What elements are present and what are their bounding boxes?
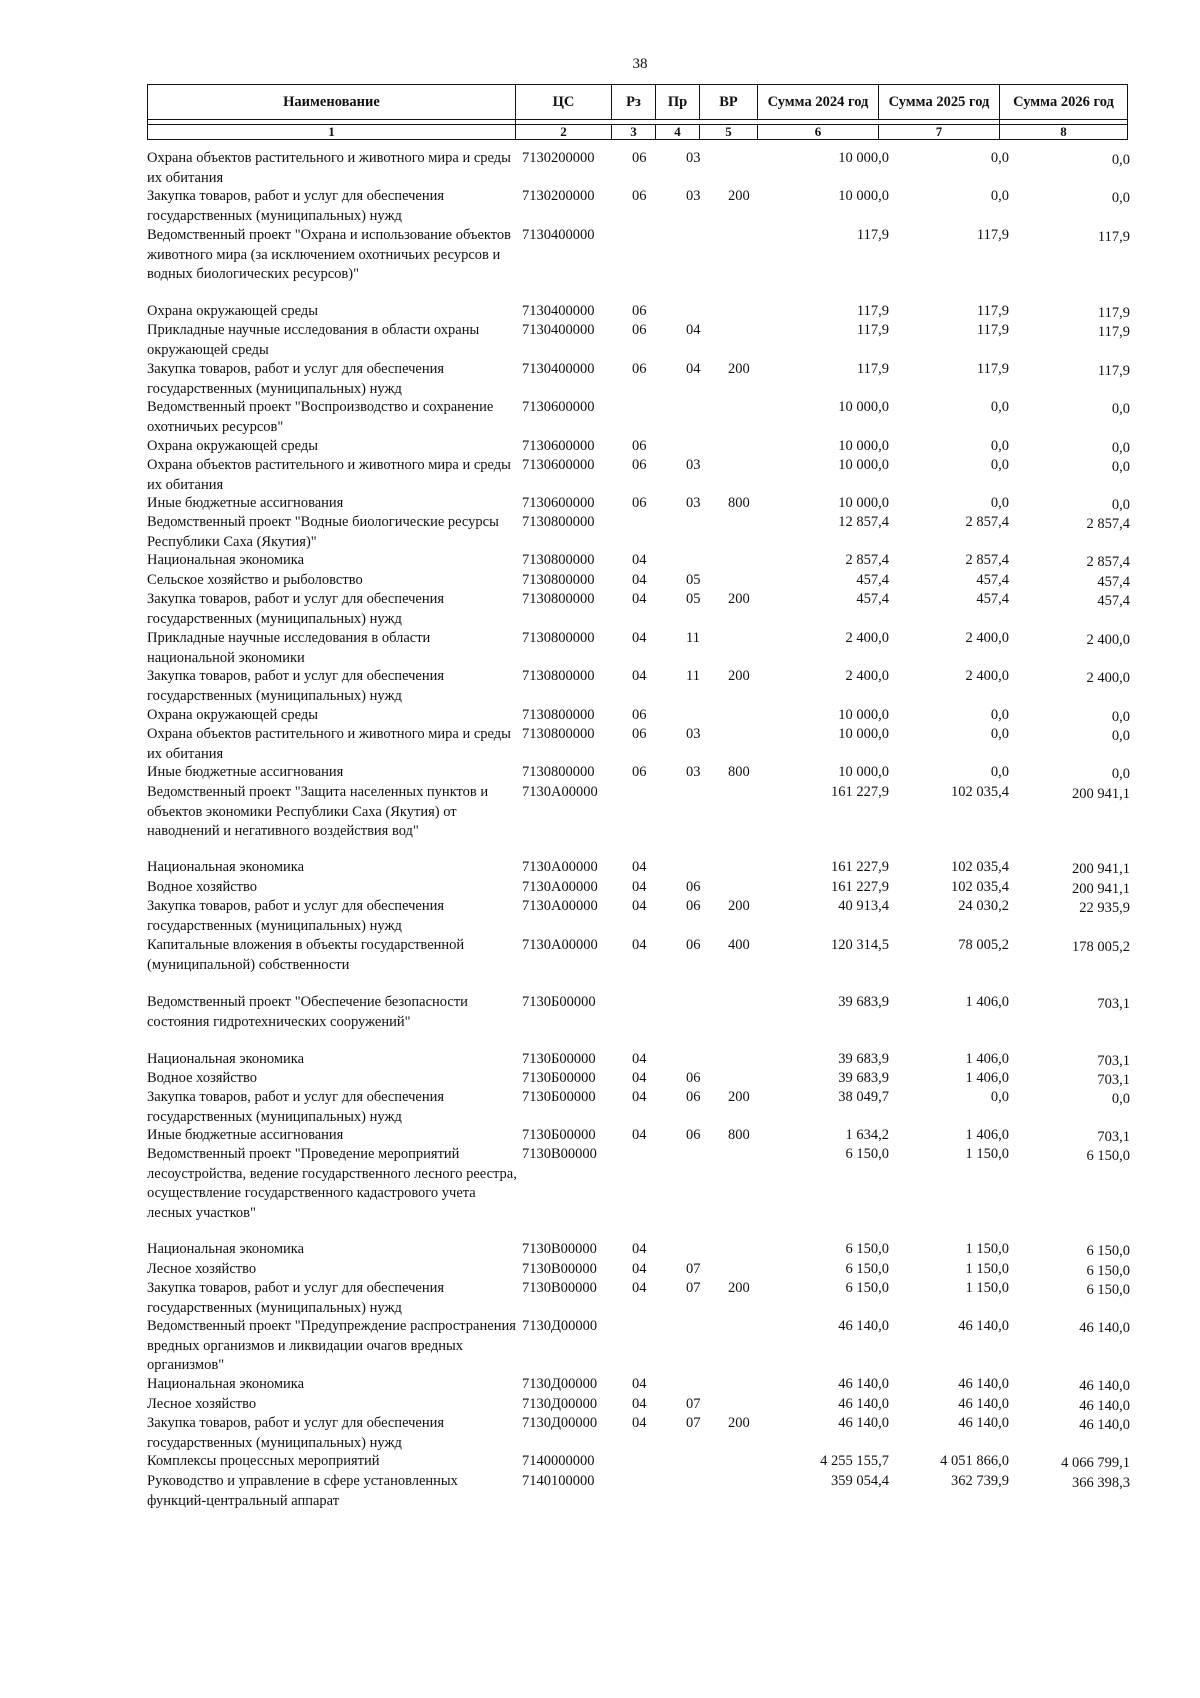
row-cs-code: 7130А00000 bbox=[522, 784, 598, 800]
header-sum-2025: Сумма 2025 год bbox=[879, 85, 1000, 120]
row-sum-2026: 457,4 bbox=[1097, 574, 1130, 590]
row-rz-code: 06 bbox=[632, 438, 647, 454]
row-pr-code: 07 bbox=[686, 1280, 701, 1296]
row-name: Ведомственный проект "Охрана и использование объектов животного мира (за исключением охотничьих ресурсов и водных биологических ресурсов)" bbox=[147, 227, 512, 282]
column-number: 8 bbox=[1000, 125, 1128, 140]
row-rz-code: 06 bbox=[632, 707, 647, 723]
row-name: Закупка товаров, работ и услуг для обеспечения государственных (муниципальных) нужд bbox=[147, 668, 445, 704]
row-cs-code: 7130Б00000 bbox=[522, 1051, 596, 1067]
row-sum-2025: 2 857,4 bbox=[965, 514, 1009, 530]
row-rz-code: 04 bbox=[632, 591, 647, 607]
row-cs-code: 7130800000 bbox=[522, 514, 595, 530]
row-rz-code: 04 bbox=[632, 859, 647, 875]
row-cs-code: 7130800000 bbox=[522, 552, 595, 568]
row-pr-code: 05 bbox=[686, 572, 701, 588]
row-sum-2025: 1 406,0 bbox=[965, 1051, 1009, 1067]
row-sum-2024: 117,9 bbox=[856, 322, 889, 338]
row-name: Национальная экономика bbox=[147, 1241, 305, 1257]
row-sum-2024: 359 054,4 bbox=[831, 1473, 889, 1489]
row-cs-code: 7130200000 bbox=[522, 188, 595, 204]
row-name: Прикладные научные исследования в области охраны окружающей среды bbox=[147, 322, 480, 358]
row-sum-2026: 200 941,1 bbox=[1072, 861, 1130, 877]
row-rz-code: 04 bbox=[632, 630, 647, 646]
row-rz-code: 06 bbox=[632, 322, 647, 338]
row-rz-code: 04 bbox=[632, 552, 647, 568]
row-rz-code: 06 bbox=[632, 303, 647, 319]
row-rz-code: 06 bbox=[632, 764, 647, 780]
row-pr-code: 03 bbox=[686, 188, 701, 204]
row-sum-2026: 2 400,0 bbox=[1086, 670, 1130, 686]
row-vr-code: 200 bbox=[728, 1089, 750, 1105]
row-sum-2026: 703,1 bbox=[1097, 1072, 1130, 1088]
row-sum-2024: 161 227,9 bbox=[831, 879, 889, 895]
row-sum-2026: 0,0 bbox=[1111, 1091, 1130, 1107]
row-pr-code: 07 bbox=[686, 1415, 701, 1431]
row-sum-2024: 10 000,0 bbox=[838, 399, 889, 415]
row-pr-code: 06 bbox=[686, 1127, 701, 1143]
row-sum-2025: 0,0 bbox=[990, 495, 1009, 511]
row-sum-2026: 0,0 bbox=[1111, 497, 1130, 513]
row-pr-code: 06 bbox=[686, 1089, 701, 1105]
row-sum-2024: 10 000,0 bbox=[838, 764, 889, 780]
header-pr: Пр bbox=[656, 85, 700, 120]
row-sum-2024: 10 000,0 bbox=[838, 495, 889, 511]
row-sum-2026: 0,0 bbox=[1111, 766, 1130, 782]
row-sum-2025: 46 140,0 bbox=[958, 1318, 1009, 1334]
row-sum-2026: 703,1 bbox=[1097, 1053, 1130, 1069]
row-cs-code: 7130А00000 bbox=[522, 898, 598, 914]
row-sum-2026: 117,9 bbox=[1097, 229, 1130, 245]
row-sum-2025: 1 150,0 bbox=[965, 1146, 1009, 1162]
row-sum-2026: 117,9 bbox=[1097, 305, 1130, 321]
row-sum-2025: 117,9 bbox=[976, 303, 1009, 319]
header-rz: Рз bbox=[612, 85, 656, 120]
row-name: Охрана объектов растительного и животного мира и среды их обитания bbox=[147, 726, 511, 762]
row-sum-2024: 457,4 bbox=[856, 591, 889, 607]
row-sum-2025: 0,0 bbox=[990, 438, 1009, 454]
column-number: 7 bbox=[879, 125, 1000, 140]
row-name: Национальная экономика bbox=[147, 1376, 305, 1392]
row-sum-2026: 703,1 bbox=[1097, 996, 1130, 1012]
column-number: 6 bbox=[758, 125, 879, 140]
row-pr-code: 11 bbox=[686, 630, 700, 646]
row-sum-2024: 10 000,0 bbox=[838, 438, 889, 454]
row-name: Лесное хозяйство bbox=[147, 1396, 257, 1412]
column-number: 2 bbox=[516, 125, 612, 140]
row-rz-code: 06 bbox=[632, 150, 647, 166]
row-name: Закупка товаров, работ и услуг для обеспечения государственных (муниципальных) нужд bbox=[147, 898, 445, 934]
row-name: Лесное хозяйство bbox=[147, 1261, 257, 1277]
row-sum-2024: 38 049,7 bbox=[838, 1089, 889, 1105]
row-sum-2025: 0,0 bbox=[990, 764, 1009, 780]
row-rz-code: 04 bbox=[632, 937, 647, 953]
row-rz-code: 04 bbox=[632, 879, 647, 895]
row-sum-2026: 4 066 799,1 bbox=[1061, 1455, 1130, 1471]
row-sum-2025: 457,4 bbox=[976, 572, 1009, 588]
row-pr-code: 07 bbox=[686, 1396, 701, 1412]
header-sum-2024: Сумма 2024 год bbox=[758, 85, 879, 120]
row-name: Национальная экономика bbox=[147, 1051, 305, 1067]
row-sum-2025: 2 857,4 bbox=[965, 552, 1009, 568]
row-name: Охрана объектов растительного и животного мира и среды их обитания bbox=[147, 150, 511, 186]
column-number: 5 bbox=[700, 125, 758, 140]
row-sum-2024: 2 857,4 bbox=[845, 552, 889, 568]
row-cs-code: 7130400000 bbox=[522, 303, 595, 319]
row-sum-2024: 46 140,0 bbox=[838, 1318, 889, 1334]
row-pr-code: 06 bbox=[686, 879, 701, 895]
row-sum-2024: 117,9 bbox=[856, 227, 889, 243]
row-name: Комплексы процессных мероприятий bbox=[147, 1453, 380, 1469]
row-sum-2024: 117,9 bbox=[856, 361, 889, 377]
row-sum-2026: 0,0 bbox=[1111, 152, 1130, 168]
row-pr-code: 03 bbox=[686, 495, 701, 511]
row-cs-code: 7130Д00000 bbox=[522, 1376, 598, 1392]
row-name: Ведомственный проект "Водные биологические ресурсы Республики Саха (Якутия)" bbox=[147, 514, 499, 550]
row-sum-2026: 0,0 bbox=[1111, 440, 1130, 456]
row-rz-code: 06 bbox=[632, 495, 647, 511]
header-vr: ВР bbox=[700, 85, 758, 120]
row-rz-code: 04 bbox=[632, 1280, 647, 1296]
row-sum-2025: 117,9 bbox=[976, 361, 1009, 377]
row-name: Ведомственный проект "Предупреждение распространения вредных организмов и ликвидации очагов вредных организмов" bbox=[147, 1318, 516, 1373]
row-sum-2025: 46 140,0 bbox=[958, 1415, 1009, 1431]
row-sum-2024: 161 227,9 bbox=[831, 784, 889, 800]
row-sum-2025: 1 406,0 bbox=[965, 1127, 1009, 1143]
row-rz-code: 04 bbox=[632, 1261, 647, 1277]
row-rz-code: 04 bbox=[632, 1241, 647, 1257]
row-name: Закупка товаров, работ и услуг для обеспечения государственных (муниципальных) нужд bbox=[147, 1089, 445, 1125]
row-name: Охрана окружающей среды bbox=[147, 707, 318, 723]
row-pr-code: 04 bbox=[686, 361, 701, 377]
row-sum-2024: 40 913,4 bbox=[838, 898, 889, 914]
row-cs-code: 7130Б00000 bbox=[522, 1127, 596, 1143]
row-sum-2024: 39 683,9 bbox=[838, 994, 889, 1010]
row-name: Охрана окружающей среды bbox=[147, 438, 318, 454]
row-sum-2026: 0,0 bbox=[1111, 459, 1130, 475]
row-cs-code: 7130А00000 bbox=[522, 859, 598, 875]
row-sum-2024: 10 000,0 bbox=[838, 150, 889, 166]
row-sum-2026: 2 857,4 bbox=[1086, 516, 1130, 532]
row-name: Водное хозяйство bbox=[147, 1070, 258, 1086]
row-sum-2026: 703,1 bbox=[1097, 1129, 1130, 1145]
row-cs-code: 7130800000 bbox=[522, 572, 595, 588]
row-name: Прикладные научные исследования в области национальной экономики bbox=[147, 630, 431, 666]
row-sum-2025: 117,9 bbox=[976, 227, 1009, 243]
row-pr-code: 06 bbox=[686, 937, 701, 953]
row-sum-2024: 161 227,9 bbox=[831, 859, 889, 875]
row-cs-code: 7130800000 bbox=[522, 726, 595, 742]
row-name: Закупка товаров, работ и услуг для обеспечения государственных (муниципальных) нужд bbox=[147, 361, 445, 397]
row-sum-2024: 10 000,0 bbox=[838, 707, 889, 723]
row-cs-code: 7130400000 bbox=[522, 361, 595, 377]
row-sum-2025: 24 030,2 bbox=[958, 898, 1009, 914]
row-rz-code: 04 bbox=[632, 1089, 647, 1105]
row-cs-code: 7130В00000 bbox=[522, 1261, 597, 1277]
row-cs-code: 7140100000 bbox=[522, 1473, 595, 1489]
row-sum-2026: 366 398,3 bbox=[1072, 1475, 1130, 1491]
row-name: Водное хозяйство bbox=[147, 879, 258, 895]
row-rz-code: 04 bbox=[632, 1396, 647, 1412]
row-sum-2026: 0,0 bbox=[1111, 728, 1130, 744]
row-sum-2025: 0,0 bbox=[990, 399, 1009, 415]
row-name: Ведомственный проект "Воспроизводство и сохранение охотничьих ресурсов" bbox=[147, 399, 494, 435]
row-sum-2026: 457,4 bbox=[1097, 593, 1130, 609]
row-sum-2026: 46 140,0 bbox=[1079, 1417, 1130, 1433]
column-number: 3 bbox=[612, 125, 656, 140]
row-sum-2025: 102 035,4 bbox=[951, 784, 1009, 800]
row-cs-code: 7130600000 bbox=[522, 438, 595, 454]
row-vr-code: 800 bbox=[728, 495, 750, 511]
row-sum-2024: 6 150,0 bbox=[845, 1146, 889, 1162]
row-pr-code: 11 bbox=[686, 668, 700, 684]
row-vr-code: 400 bbox=[728, 937, 750, 953]
row-sum-2025: 1 150,0 bbox=[965, 1261, 1009, 1277]
row-cs-code: 7130Б00000 bbox=[522, 994, 596, 1010]
column-number: 1 bbox=[148, 125, 516, 140]
row-pr-code: 07 bbox=[686, 1261, 701, 1277]
row-sum-2026: 117,9 bbox=[1097, 324, 1130, 340]
header-name: Наименование bbox=[148, 85, 516, 120]
row-name: Иные бюджетные ассигнования bbox=[147, 495, 344, 511]
row-sum-2025: 0,0 bbox=[990, 188, 1009, 204]
row-sum-2025: 1 150,0 bbox=[965, 1280, 1009, 1296]
row-cs-code: 7130Д00000 bbox=[522, 1396, 598, 1412]
row-sum-2025: 1 406,0 bbox=[965, 1070, 1009, 1086]
row-sum-2024: 1 634,2 bbox=[845, 1127, 889, 1143]
page-number: 38 bbox=[632, 56, 648, 72]
column-number: 4 bbox=[656, 125, 700, 140]
row-cs-code: 7130Б00000 bbox=[522, 1070, 596, 1086]
row-vr-code: 200 bbox=[728, 591, 750, 607]
row-rz-code: 06 bbox=[632, 361, 647, 377]
row-rz-code: 04 bbox=[632, 572, 647, 588]
row-sum-2024: 39 683,9 bbox=[838, 1051, 889, 1067]
row-sum-2025: 102 035,4 bbox=[951, 879, 1009, 895]
row-name: Национальная экономика bbox=[147, 859, 305, 875]
row-sum-2024: 2 400,0 bbox=[845, 630, 889, 646]
row-cs-code: 7130А00000 bbox=[522, 879, 598, 895]
row-cs-code: 7130600000 bbox=[522, 457, 595, 473]
row-rz-code: 04 bbox=[632, 1376, 647, 1392]
row-rz-code: 06 bbox=[632, 726, 647, 742]
row-sum-2025: 0,0 bbox=[990, 726, 1009, 742]
row-sum-2026: 46 140,0 bbox=[1079, 1398, 1130, 1414]
row-name: Закупка товаров, работ и услуг для обеспечения государственных (муниципальных) нужд bbox=[147, 188, 445, 224]
row-pr-code: 03 bbox=[686, 457, 701, 473]
row-sum-2024: 117,9 bbox=[856, 303, 889, 319]
row-sum-2024: 457,4 bbox=[856, 572, 889, 588]
row-sum-2025: 2 400,0 bbox=[965, 630, 1009, 646]
row-sum-2024: 46 140,0 bbox=[838, 1376, 889, 1392]
row-rz-code: 06 bbox=[632, 457, 647, 473]
row-vr-code: 200 bbox=[728, 898, 750, 914]
row-sum-2026: 200 941,1 bbox=[1072, 881, 1130, 897]
row-name: Ведомственный проект "Защита населенных пунктов и объектов экономики Республики Саха (Якутия) от наводнений и негативного воздействия вод" bbox=[147, 784, 489, 839]
row-sum-2025: 4 051 866,0 bbox=[940, 1453, 1009, 1469]
header-cs: ЦС bbox=[516, 85, 612, 120]
row-cs-code: 7140000000 bbox=[522, 1453, 595, 1469]
row-vr-code: 200 bbox=[728, 361, 750, 377]
row-sum-2025: 0,0 bbox=[990, 150, 1009, 166]
row-sum-2025: 362 739,9 bbox=[951, 1473, 1009, 1489]
row-sum-2026: 6 150,0 bbox=[1086, 1148, 1130, 1164]
row-cs-code: 7130Д00000 bbox=[522, 1415, 598, 1431]
row-sum-2026: 117,9 bbox=[1097, 363, 1130, 379]
row-pr-code: 04 bbox=[686, 322, 701, 338]
row-sum-2025: 78 005,2 bbox=[958, 937, 1009, 953]
row-name: Сельское хозяйство и рыболовство bbox=[147, 572, 363, 588]
row-rz-code: 04 bbox=[632, 1127, 647, 1143]
row-sum-2024: 2 400,0 bbox=[845, 668, 889, 684]
row-sum-2026: 0,0 bbox=[1111, 401, 1130, 417]
row-sum-2025: 0,0 bbox=[990, 1089, 1009, 1105]
row-sum-2025: 2 400,0 bbox=[965, 668, 1009, 684]
row-sum-2026: 46 140,0 bbox=[1079, 1378, 1130, 1394]
row-sum-2025: 102 035,4 bbox=[951, 859, 1009, 875]
row-pr-code: 03 bbox=[686, 150, 701, 166]
row-cs-code: 7130800000 bbox=[522, 591, 595, 607]
row-sum-2024: 120 314,5 bbox=[831, 937, 889, 953]
row-cs-code: 7130400000 bbox=[522, 227, 595, 243]
row-cs-code: 7130Б00000 bbox=[522, 1089, 596, 1105]
row-sum-2025: 117,9 bbox=[976, 322, 1009, 338]
row-rz-code: 06 bbox=[632, 188, 647, 204]
row-sum-2026: 200 941,1 bbox=[1072, 786, 1130, 802]
header-sum-2026: Сумма 2026 год bbox=[1000, 85, 1128, 120]
row-rz-code: 04 bbox=[632, 1051, 647, 1067]
row-sum-2024: 4 255 155,7 bbox=[820, 1453, 889, 1469]
row-name: Иные бюджетные ассигнования bbox=[147, 1127, 344, 1143]
row-pr-code: 03 bbox=[686, 726, 701, 742]
row-vr-code: 200 bbox=[728, 1280, 750, 1296]
row-name: Закупка товаров, работ и услуг для обеспечения государственных (муниципальных) нужд bbox=[147, 591, 445, 627]
row-sum-2024: 6 150,0 bbox=[845, 1261, 889, 1277]
row-vr-code: 800 bbox=[728, 1127, 750, 1143]
row-cs-code: 7130В00000 bbox=[522, 1146, 597, 1162]
row-sum-2026: 2 400,0 bbox=[1086, 632, 1130, 648]
row-cs-code: 7130200000 bbox=[522, 150, 595, 166]
row-name: Руководство и управление в сфере установленных функций-центральный аппарат bbox=[147, 1473, 458, 1509]
row-sum-2026: 6 150,0 bbox=[1086, 1263, 1130, 1279]
row-sum-2024: 46 140,0 bbox=[838, 1396, 889, 1412]
row-sum-2026: 0,0 bbox=[1111, 709, 1130, 725]
row-cs-code: 7130В00000 bbox=[522, 1241, 597, 1257]
row-rz-code: 04 bbox=[632, 1070, 647, 1086]
row-pr-code: 03 bbox=[686, 764, 701, 780]
row-name: Охрана окружающей среды bbox=[147, 303, 318, 319]
row-vr-code: 200 bbox=[728, 188, 750, 204]
row-sum-2026: 0,0 bbox=[1111, 190, 1130, 206]
row-rz-code: 04 bbox=[632, 1415, 647, 1431]
row-name: Ведомственный проект "Проведение мероприятий лесоустройства, ведение государственного лесного реестра, осуществление государственного кадастрового учета лесных участков" bbox=[147, 1146, 517, 1221]
row-rz-code: 04 bbox=[632, 668, 647, 684]
row-cs-code: 7130Д00000 bbox=[522, 1318, 598, 1334]
row-cs-code: 7130800000 bbox=[522, 707, 595, 723]
row-vr-code: 200 bbox=[728, 668, 750, 684]
row-name: Охрана объектов растительного и животного мира и среды их обитания bbox=[147, 457, 511, 493]
row-sum-2025: 46 140,0 bbox=[958, 1396, 1009, 1412]
row-sum-2024: 6 150,0 bbox=[845, 1241, 889, 1257]
row-sum-2025: 0,0 bbox=[990, 457, 1009, 473]
row-rz-code: 04 bbox=[632, 898, 647, 914]
row-cs-code: 7130800000 bbox=[522, 668, 595, 684]
row-sum-2024: 12 857,4 bbox=[838, 514, 889, 530]
row-sum-2024: 10 000,0 bbox=[838, 457, 889, 473]
row-cs-code: 7130600000 bbox=[522, 399, 595, 415]
row-cs-code: 7130800000 bbox=[522, 630, 595, 646]
row-name: Закупка товаров, работ и услуг для обеспечения государственных (муниципальных) нужд bbox=[147, 1415, 445, 1451]
row-name: Национальная экономика bbox=[147, 552, 305, 568]
row-sum-2026: 46 140,0 bbox=[1079, 1320, 1130, 1336]
row-sum-2025: 1 406,0 bbox=[965, 994, 1009, 1010]
row-sum-2025: 0,0 bbox=[990, 707, 1009, 723]
row-name: Капитальные вложения в объекты государственной (муниципальной) собственности bbox=[147, 937, 465, 973]
row-sum-2026: 178 005,2 bbox=[1072, 939, 1130, 955]
row-sum-2024: 10 000,0 bbox=[838, 726, 889, 742]
row-sum-2024: 39 683,9 bbox=[838, 1070, 889, 1086]
row-pr-code: 05 bbox=[686, 591, 701, 607]
row-sum-2026: 6 150,0 bbox=[1086, 1243, 1130, 1259]
row-cs-code: 7130В00000 bbox=[522, 1280, 597, 1296]
row-pr-code: 06 bbox=[686, 1070, 701, 1086]
row-name: Иные бюджетные ассигнования bbox=[147, 764, 344, 780]
row-name: Закупка товаров, работ и услуг для обеспечения государственных (муниципальных) нужд bbox=[147, 1280, 445, 1316]
row-sum-2025: 46 140,0 bbox=[958, 1376, 1009, 1392]
row-sum-2024: 6 150,0 bbox=[845, 1280, 889, 1296]
row-vr-code: 800 bbox=[728, 764, 750, 780]
row-sum-2026: 6 150,0 bbox=[1086, 1282, 1130, 1298]
row-cs-code: 7130400000 bbox=[522, 322, 595, 338]
row-vr-code: 200 bbox=[728, 1415, 750, 1431]
row-sum-2024: 10 000,0 bbox=[838, 188, 889, 204]
row-cs-code: 7130А00000 bbox=[522, 937, 598, 953]
row-cs-code: 7130800000 bbox=[522, 764, 595, 780]
row-sum-2024: 46 140,0 bbox=[838, 1415, 889, 1431]
row-pr-code: 06 bbox=[686, 898, 701, 914]
row-cs-code: 7130600000 bbox=[522, 495, 595, 511]
row-sum-2025: 457,4 bbox=[976, 591, 1009, 607]
row-sum-2026: 22 935,9 bbox=[1079, 900, 1130, 916]
row-name: Ведомственный проект "Обеспечение безопасности состояния гидротехнических сооружений" bbox=[147, 994, 468, 1030]
row-sum-2026: 2 857,4 bbox=[1086, 554, 1130, 570]
row-sum-2025: 1 150,0 bbox=[965, 1241, 1009, 1257]
